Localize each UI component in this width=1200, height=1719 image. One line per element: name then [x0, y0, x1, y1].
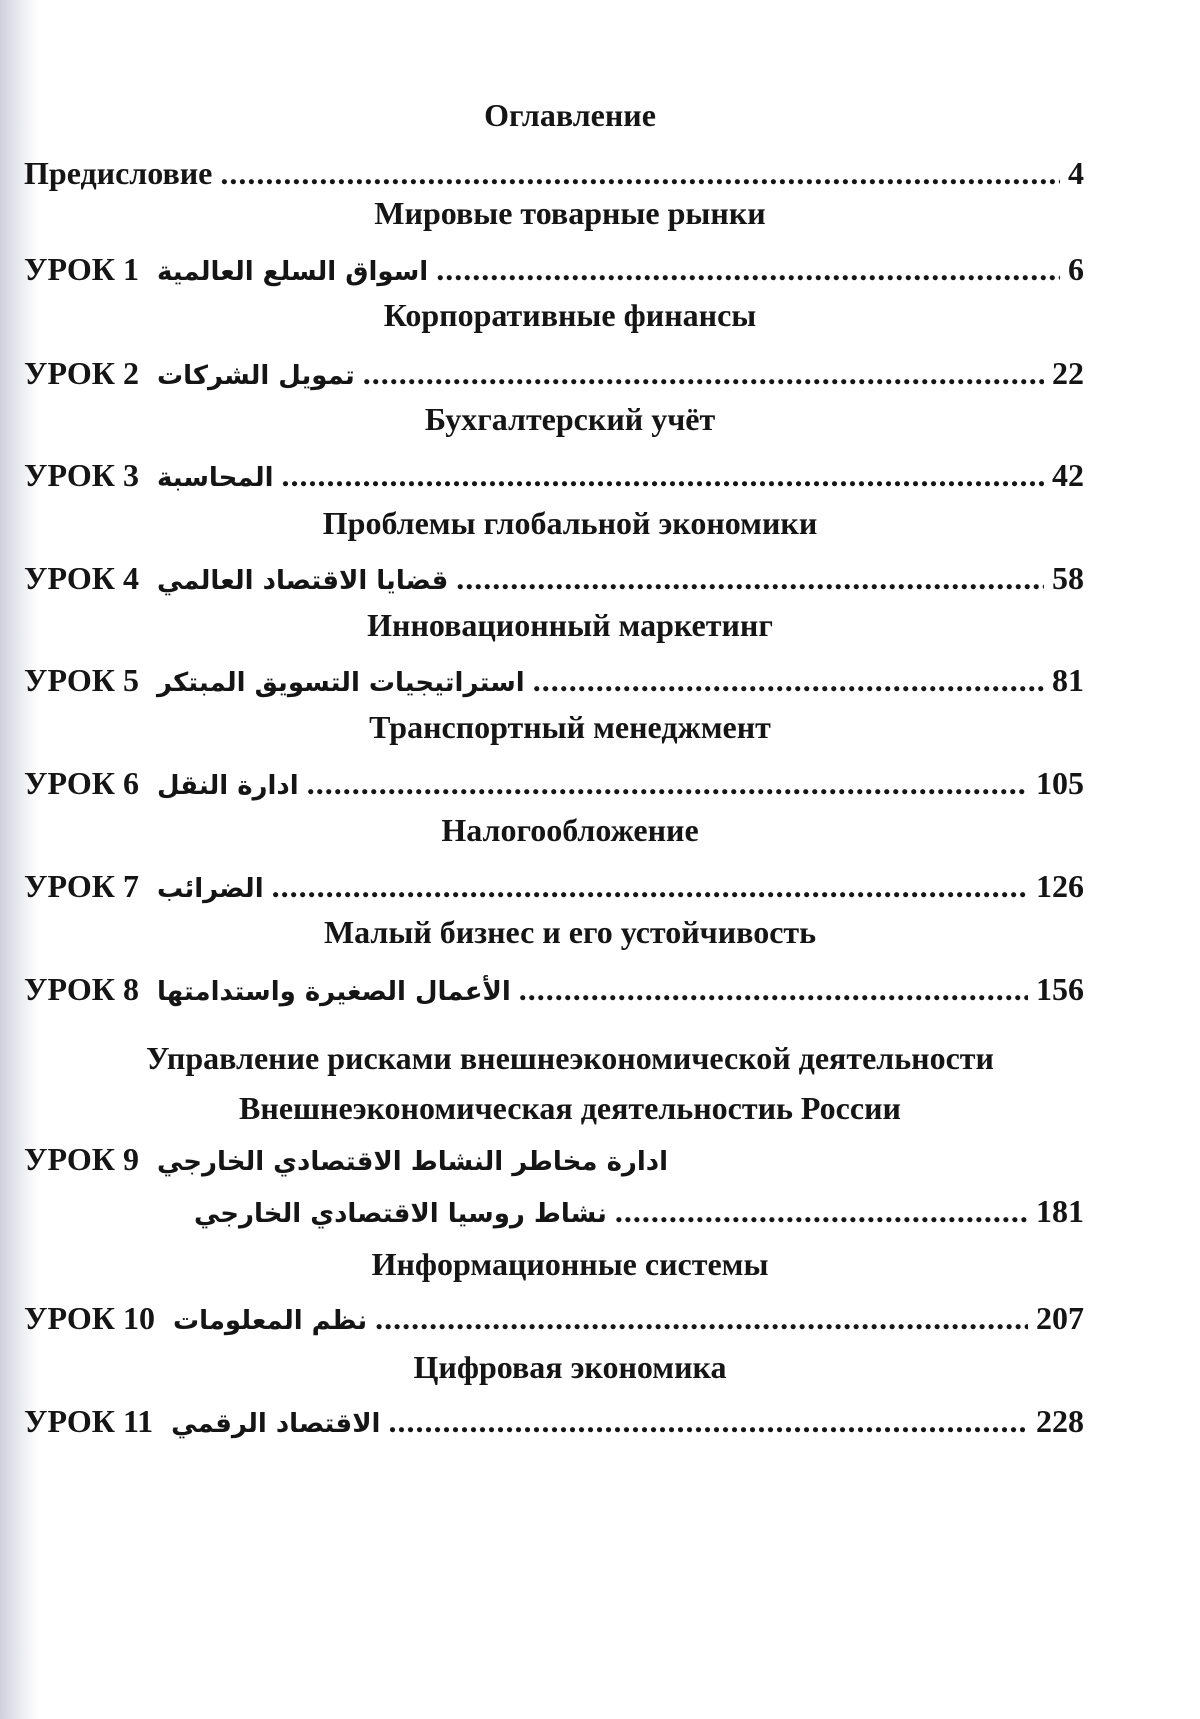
dot-leader [282, 454, 1045, 496]
dot-leader [533, 659, 1044, 701]
lesson-label: УРОК 9 [24, 1141, 139, 1177]
toc-entry-lesson-10[interactable] [24, 1297, 1084, 1339]
arabic-title: قضايا الاقتصاد العالمي [156, 566, 449, 596]
lesson-label: УРОК 5 [24, 662, 139, 698]
dot-leader [519, 968, 1028, 1010]
arabic-title: المحاسبة [156, 463, 274, 493]
toc-entry-lesson-6[interactable] [24, 762, 1084, 804]
arabic-title: ادارة النقل [156, 771, 299, 801]
lesson-label: УРОК 8 [24, 971, 139, 1007]
toc-title: Оглавление [484, 97, 656, 133]
section-heading: Проблемы глобальной экономики [322, 505, 818, 541]
dot-leader [363, 352, 1044, 394]
lesson-label: УРОК 2 [24, 355, 139, 391]
section-heading: Управление рисками внешнеэкономической деятельности [146, 1040, 994, 1076]
toc-entry-lesson-5[interactable] [24, 659, 1084, 701]
lesson-label: УРОК 3 [24, 457, 139, 493]
page-number: 4 [1068, 155, 1084, 191]
toc-entry-lesson-8[interactable] [24, 968, 1084, 1010]
section-heading: Цифровая экономика [413, 1349, 727, 1385]
dot-leader [375, 1297, 1028, 1339]
page-number: 22 [1052, 355, 1084, 391]
dot-leader [307, 762, 1028, 804]
toc-entry-lesson-1[interactable] [24, 248, 1084, 290]
lesson-label: УРОК 4 [24, 560, 139, 596]
dot-leader [615, 1190, 1028, 1232]
section-heading: Мировые товарные рынки [374, 195, 766, 231]
toc-entry-preface[interactable] [24, 152, 1084, 194]
arabic-title: تمويل الشركات [156, 361, 355, 391]
toc-entry-lesson-9-continued[interactable] [24, 1190, 1084, 1232]
arabic-title: الضرائب [156, 874, 264, 904]
arabic-title: استراتيجيات التسويق المبتكر [156, 668, 525, 698]
preface-label: Предисловие [24, 155, 213, 191]
arabic-title: الاقتصاد الرقمي [171, 1409, 381, 1439]
arabic-title-secondary: نشاط روسيا الاقتصادي الخارجي [194, 1199, 607, 1229]
page-number: 181 [1036, 1193, 1084, 1229]
section-heading: Инновационный маркетинг [367, 607, 773, 643]
lesson-label: УРОК 10 [24, 1300, 155, 1336]
dot-leader [272, 865, 1028, 907]
page-number: 6 [1068, 251, 1084, 287]
page-number: 126 [1036, 868, 1084, 904]
arabic-title: نظم المعلومات [172, 1306, 368, 1336]
dot-leader [456, 557, 1044, 599]
page-number: 42 [1052, 457, 1084, 493]
section-heading: Налогообложение [441, 812, 699, 848]
toc-entry-lesson-3[interactable] [24, 454, 1084, 496]
toc-entry-lesson-2[interactable] [24, 352, 1084, 394]
dot-leader [220, 152, 1060, 194]
page-number: 228 [1036, 1403, 1084, 1439]
lesson-label: УРОК 11 [24, 1403, 154, 1439]
page-number: 58 [1052, 560, 1084, 596]
arabic-title: اسواق السلع العالمية [156, 257, 429, 287]
section-heading: Малый бизнес и его устойчивость [323, 914, 817, 950]
dot-leader [436, 248, 1060, 290]
section-heading: Бухгалтерский учёт [424, 401, 716, 437]
lesson-label: УРОК 1 [24, 251, 139, 287]
arabic-title: الأعمال الصغيرة واستدامتها [156, 977, 511, 1007]
page-number: 105 [1036, 765, 1084, 801]
section-heading: Транспортный менеджмент [369, 709, 771, 745]
toc-entry-lesson-9[interactable] [24, 1138, 1084, 1180]
toc-entry-lesson-11[interactable] [24, 1400, 1084, 1442]
toc-entry-lesson-4[interactable] [24, 557, 1084, 599]
page-number: 156 [1036, 971, 1084, 1007]
toc-entry-lesson-7[interactable] [24, 865, 1084, 907]
section-heading: Информационные системы [371, 1246, 769, 1282]
lesson-label: УРОК 6 [24, 765, 139, 801]
page-number: 207 [1036, 1300, 1084, 1336]
lesson-label: УРОК 7 [24, 868, 139, 904]
page-number: 81 [1052, 662, 1084, 698]
section-heading-secondary: Внешнеэкономическая деятельностиь России [239, 1090, 901, 1126]
section-heading: Корпоративные финансы [383, 297, 757, 333]
dot-leader [388, 1400, 1028, 1442]
arabic-title: ادارة مخاطر النشاط الاقتصادي الخارجي [156, 1147, 669, 1177]
